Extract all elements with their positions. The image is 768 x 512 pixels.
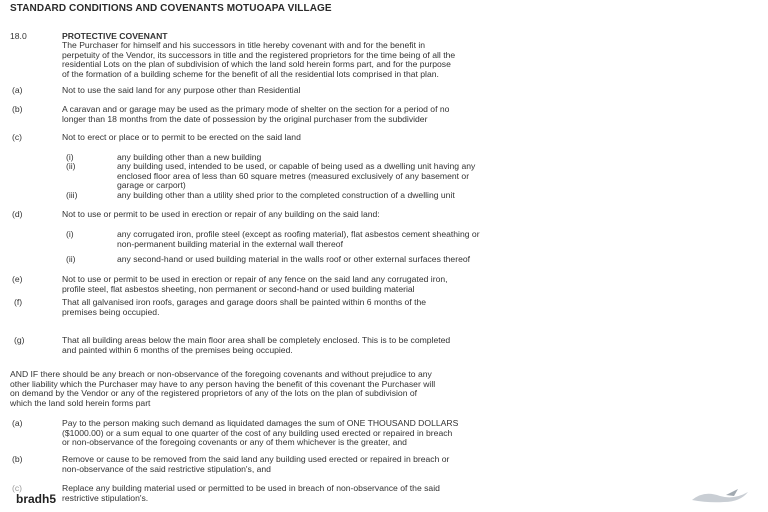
clause-d-sub-i-line: any corrugated iron, profile steel (except as roofing material), flat asbestos cement sheathing or [117,229,480,239]
clause-c-sub-ii-line: enclosed floor area of less than 60 square metres (measured exclusively of any basement or [117,170,470,181]
clause-a-text: Not to use the said land for any purpose other than Residential [62,85,301,95]
document-title: STANDARD CONDITIONS AND COVENANTS MOTUOAPA VILLAGE [10,3,332,14]
section-body-line: of the formation of a building scheme for the benefit of all the residential lots comprised in that plan. [62,68,439,79]
watermark-text: bradh5 [16,492,57,506]
clause-f-line: premises being occupied. [62,306,160,317]
clause-f-text [62,298,426,317]
clause-c-sub-iii-text: any building other than a utility shed prior to the completed construction of a dwelling unit [117,190,455,200]
clause-d-sub-i-text [117,230,480,249]
clause-e-label: (e) [12,274,23,284]
and-if-paragraph [10,370,435,408]
and-if-line: other liability which the Purchaser may have to any person having the benefit of this covenant the Purchaser will [10,378,436,389]
clause-c-sub-ii-label: (ii) [66,161,76,171]
remedy-a-label: (a) [12,418,23,428]
and-if-line: AND IF there should be any breach or non-observance of the foregoing covenants and without prejudice to any [10,369,432,379]
clause-d-text: Not to use or permit to be used in erection or repair of any building on the said land: [62,209,380,219]
section-body-line: perpetuity of the Vendor, its successors in title and the registered proprietors for the time being of all the [62,49,456,60]
clause-d-sub-i-label: (i) [66,229,74,239]
bird-logo-icon [690,486,758,506]
clause-b-label: (b) [12,104,23,114]
section-number: 18.0 [10,31,27,41]
clause-a-label: (a) [12,85,23,95]
remedy-c-line: restrictive stipulation's. [62,492,149,503]
clause-e-line: profile steel, flat asbestos sheeting, non permanent or second-hand or used building material [62,283,415,294]
clause-c-text: Not to erect or place or to permit to be erected on the said land [62,132,301,142]
and-if-line: which the land sold herein forms part [10,397,151,408]
clause-c-sub-ii-line: any building used, intended to be used, or capable of being used as a dwelling unit having any [117,161,476,171]
clause-c-sub-iii-label: (iii) [66,190,78,200]
clause-c-sub-ii-line: garage or carport) [117,180,186,190]
and-if-line: on demand by the Vendor or any of the registered proprietors of any of the lots on the plan of subdivision of [10,388,418,398]
remedy-a-text [62,419,458,448]
clause-c-sub-ii-text [117,162,475,191]
remedy-c-line: Replace any building material used or permitted to be used in breach of non-observance of the said [62,483,440,493]
clause-b-line: longer than 18 months from the date of possession by the original purchaser from the subdivider [62,113,428,124]
clause-d-sub-ii-label: (ii) [66,254,76,264]
clause-c-label: (c) [12,132,23,142]
clause-f-label: (f) [14,297,23,307]
remedy-a-line: or non-observance of the foregoing covenants or any of them whichever is the greater, and [62,437,407,447]
clause-c-sub-i-text: any building other than a new building [117,152,262,162]
clause-g-text [62,336,450,355]
section-heading: PROTECTIVE COVENANT [62,31,168,41]
remedy-c-label: (c) [12,483,23,493]
remedy-b-text [62,455,449,474]
clause-f-line: That all galvanised iron roofs, garages and garage doors shall be painted within 6 months of the [62,297,427,307]
remedy-b-line: non-observance of the said restrictive stipulation's, and [62,463,271,474]
clause-g-line: That all building areas below the main floor area shall be completely enclosed. This is to be completed [62,335,451,345]
logo-wing-shape [692,492,748,502]
clause-d-sub-ii-text: any second-hand or used building material in the walls roof or other external surfaces thereof [117,254,471,264]
section-body [62,41,455,79]
logo-head-shape [726,489,738,496]
clause-b-text [62,105,449,124]
clause-g-line: and painted within 6 months of the premises being occupied. [62,344,293,355]
clause-d-label: (d) [12,209,23,219]
clause-b-line: A caravan and or garage may be used as the primary mode of shelter on the section for a period of no [62,104,450,114]
clause-c-sub-i-label: (i) [66,152,74,162]
clause-e-line: Not to use or permit to be used in erection or repair of any fence on the said land any corrugated iron, [62,274,448,284]
remedy-a-line: ($1000.00) or a sum equal to one quarter of the cost of any building used erected or repaired in breach [62,427,453,438]
remedy-a-line: Pay to the person making such demand as liquidated damages the sum of ONE THOUSAND DOLLARS [62,418,459,428]
remedy-b-line: Remove or cause to be removed from the said land any building used erected or repaired in breach or [62,454,450,464]
clause-d-sub-i-line: non-permanent building material in the external wall thereof [117,238,343,249]
section-body-line: residential Lots on the plan of subdivision of which the land sold herein forms part, and for the purpose [62,59,451,69]
clause-e-text [62,275,448,294]
remedy-b-label: (b) [12,454,23,464]
section-body-line: The Purchaser for himself and his successors in title hereby covenant with and for the benefit in [62,40,426,50]
remedy-c-text [62,484,440,503]
clause-g-label: (g) [14,335,25,345]
